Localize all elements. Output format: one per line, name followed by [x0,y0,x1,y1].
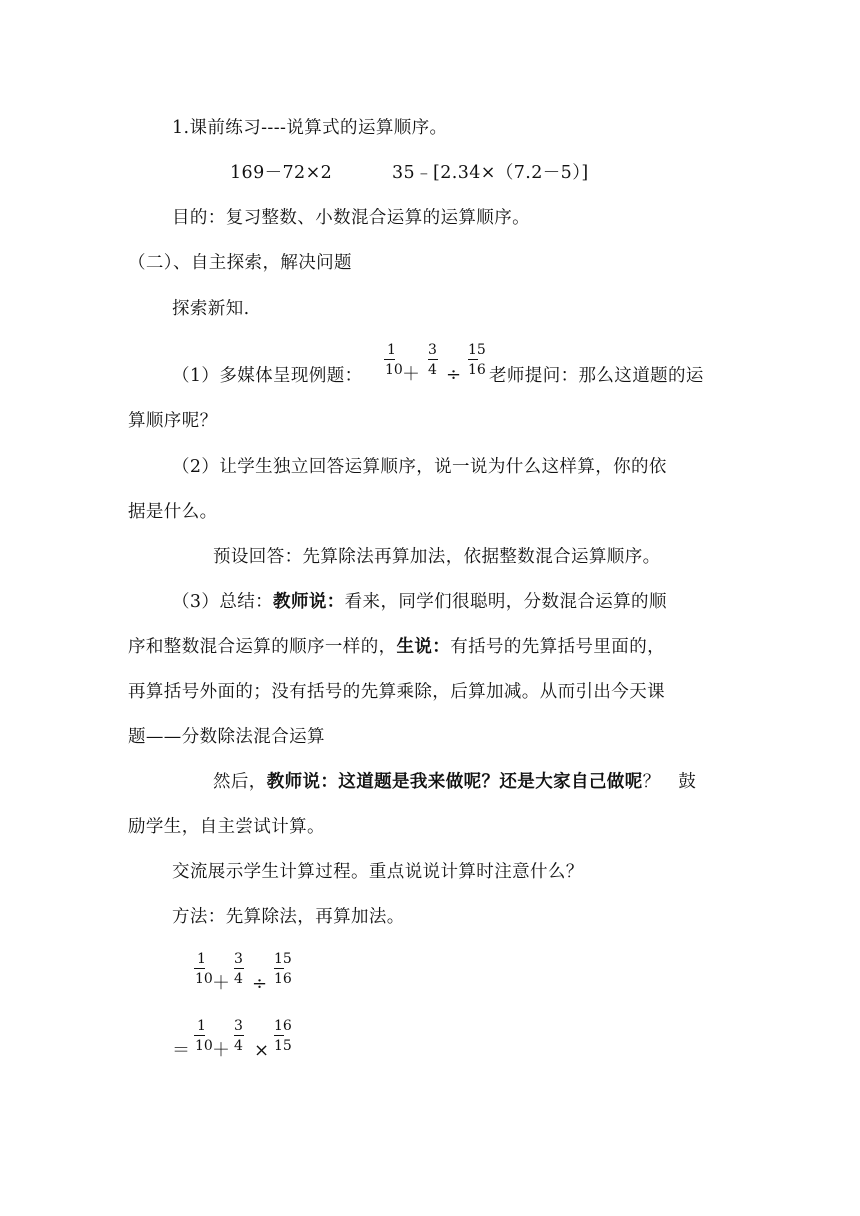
expression-1: 169－72×2 [230,163,333,183]
expression-2: 35﹣[2.34×（7.2－5）] [392,163,589,183]
question-1-line2: 算顺序呢？ [128,411,218,431]
fraction-1-10: 1 10 [385,342,403,378]
worked-expression-1 [194,951,304,993]
question-2-line1: （2）让学生独立回答运算顺序，说一说为什么这样算，你的依 [172,457,667,477]
fraction-3-4: 3 4 [428,342,437,378]
summary-line3: 再算括号外面的；没有括号的先算乘除，后算加减。从而引出今天课 [128,682,665,702]
worked-expression-2 [172,1018,312,1062]
fraction-3-4: 3 4 [234,951,243,987]
summary-label: （3）总结： [172,592,274,612]
then-line1 [213,771,696,793]
question-1-prefix: （1）多媒体呈现例题： [172,366,363,386]
summary-text: 看来，同学们很聪明，分数混合运算的顺 [344,592,667,612]
summary-line2-text: 序和整数混合运算的顺序一样的， [128,637,397,657]
equals-sign: ＝ [172,1040,190,1061]
preset-answer: 预设回答：先算除法再算加法，依据整数混合运算顺序。 [213,547,661,567]
summary-line1 [172,591,667,613]
fraction-1-10: 1 10 [195,1018,213,1054]
fraction-16-15: 16 15 [274,1018,292,1054]
summary-line4: 题——分数除法混合运算 [128,727,325,747]
then-prefix: 然后， [213,772,267,792]
explore-heading: 探索新知. [172,299,250,319]
plus-sign: ＋ [212,1040,230,1061]
fraction-15-16: 15 16 [274,951,292,987]
method-text: 方法：先算除法，再算加法。 [172,907,405,927]
times-sign: × [254,1040,270,1061]
practice-title: 1.课前练习----说算式的运算顺序。 [172,118,448,138]
fraction-15-16: 15 16 [468,342,486,378]
purpose-text: 目的：复习整数、小数混合运算的运算顺序。 [172,208,530,228]
plus-sign: ＋ [402,364,420,385]
example-expression [384,342,488,385]
teacher-question: 教师说：这道题是我来做呢？还是大家自己做呢 [266,772,643,792]
teacher-says-label: 教师说： [273,592,345,612]
then-line2: 励学生，自主尝试计算。 [128,817,325,837]
question-2-line2: 据是什么。 [128,502,218,522]
fraction-3-4: 3 4 [234,1018,243,1054]
summary-line2-rest: 有括号的先算括号里面的， [450,637,666,657]
summary-line2 [128,636,665,658]
question-1-suffix: 老师提问：那么这道题的运 [489,366,704,386]
divide-sign: ÷ [446,364,462,385]
divide-sign: ÷ [252,973,268,994]
section-heading: （二）、自主探索，解决问题 [128,253,352,273]
plus-sign: ＋ [212,973,230,994]
exchange-text: 交流展示学生计算过程。重点说说计算时注意什么？ [172,862,584,882]
fraction-1-10: 1 10 [195,951,213,987]
then-suffix: ？ 鼓 [642,772,697,792]
student-says-label: 生说： [396,637,451,657]
